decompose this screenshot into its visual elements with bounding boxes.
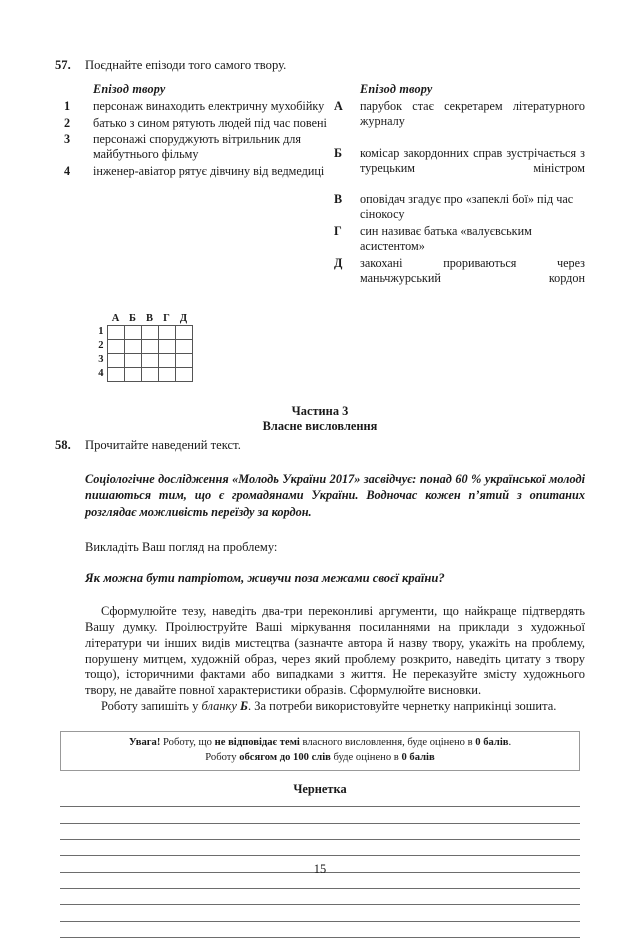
answer-cell-2h[interactable] — [158, 339, 175, 353]
essay-instructions-paragraph: Сформулюйте тезу, наведіть два-три переконливі аргументи, що найкраще підтвердять Вашу думку. Проілюструйте Ваші міркування посиланнями на приклади з художньої літератури чи інших видів мистецтва (зазначте автора й назву твору, укажіть на проблему, порушену митцем, художній образ, через який проблему розкрито, наведіть цитату з твору тощо), історичними фактами або випадками з життя. Не переказуйте змісту художнього твору, не давайте повної характеристики образів. Сформулюйте висновки. — [85, 604, 585, 698]
answer-grid-col-header: А — [111, 313, 120, 325]
option-key: Б — [334, 145, 343, 160]
part-3-title: Частина 3 — [291, 403, 349, 418]
submission-text-start: Роботу запишіть у — [101, 698, 202, 713]
answer-grid-col-header: Д — [179, 313, 188, 325]
answer-cell-1a[interactable] — [107, 325, 124, 339]
list-item[interactable] — [330, 146, 585, 191]
warning-text-2: власного висловлення, буде оцінено в — [299, 736, 476, 748]
option-key: А — [334, 99, 343, 113]
answer-cell-2a[interactable] — [107, 339, 124, 353]
answer-grid-header-row — [93, 312, 192, 325]
option-text: інженер-авіатор рятує дівчину від ведмедиці — [93, 163, 325, 178]
list-item[interactable] — [55, 164, 330, 179]
warning-text-1: Роботу, що — [160, 736, 215, 748]
draft-rule-line[interactable] — [60, 839, 580, 840]
list-item[interactable] — [55, 132, 330, 162]
part-3-header — [55, 404, 585, 434]
table-row — [93, 367, 192, 381]
answer-grid-col-header: Г — [163, 313, 170, 325]
answer-grid-row-header: 2 — [98, 340, 104, 352]
answer-cell-3h[interactable] — [158, 353, 175, 367]
list-item[interactable] — [330, 192, 585, 222]
option-text: закохані прориваються через маньчжурський кордон — [360, 255, 585, 285]
form-name-italic: бланку — [201, 698, 241, 713]
task-57-number: 57. — [55, 58, 71, 72]
draft-rule-line[interactable] — [60, 921, 580, 922]
answer-grid-corner — [93, 312, 107, 325]
form-letter-bold: Б — [240, 698, 248, 713]
submission-text-end: . За потреби використовуйте чернетку наприкінці зошита. — [248, 698, 557, 713]
answer-grid[interactable] — [93, 312, 193, 382]
task-57 — [55, 58, 585, 73]
task-58 — [55, 438, 585, 453]
answer-cell-4d[interactable] — [175, 367, 192, 381]
task-57-instruction: Поєднайте епізоди того самого твору. — [85, 58, 287, 72]
answer-grid-row-header: 3 — [98, 354, 104, 366]
matching-left-column — [55, 82, 330, 302]
option-text: комісар закордонних справ зустрічається з турецьким міністром — [360, 145, 585, 175]
task-58-instruction: Прочитайте наведений текст. — [85, 438, 241, 453]
warning-emphasis-score-1: 0 балів — [475, 736, 509, 748]
answer-cell-4a[interactable] — [107, 367, 124, 381]
option-key: 1 — [63, 99, 71, 113]
answer-cell-3a[interactable] — [107, 353, 124, 367]
option-key: Д — [334, 255, 343, 270]
answer-grid-row-header: 4 — [98, 368, 104, 380]
option-text: персонаж винаходить електричну мухобійку — [93, 99, 325, 113]
essay-submission-paragraph — [85, 699, 585, 715]
answer-cell-3b[interactable] — [124, 353, 141, 367]
option-text: син називає батька «валуєвським асистентом» — [360, 224, 532, 254]
table-row — [93, 353, 192, 367]
essay-question: Як можна бути патріотом, живучи поза межами своєї країни? — [85, 571, 445, 586]
option-key: 2 — [63, 115, 71, 130]
option-key: В — [334, 192, 343, 207]
answer-cell-1v[interactable] — [141, 325, 158, 339]
warning-box — [60, 731, 580, 772]
list-item[interactable] — [330, 256, 585, 301]
answer-cell-1h[interactable] — [158, 325, 175, 339]
warning-emphasis-length: обсягом до 100 слів — [239, 751, 331, 763]
draft-rule-line[interactable] — [60, 823, 580, 824]
answer-cell-3d[interactable] — [175, 353, 192, 367]
page-number: 15 — [313, 862, 327, 876]
task-58-number: 58. — [55, 438, 71, 453]
answer-cell-1b[interactable] — [124, 325, 141, 339]
answer-cell-2v[interactable] — [141, 339, 158, 353]
answer-cell-2b[interactable] — [124, 339, 141, 353]
list-item[interactable] — [330, 99, 585, 144]
warning-emphasis-score-2: 0 балів — [401, 751, 435, 763]
draft-rule-line[interactable] — [60, 888, 580, 889]
warning-line-1 — [69, 736, 571, 751]
answer-grid-col-header: Б — [129, 313, 136, 325]
answer-grid-col-header: В — [145, 313, 153, 325]
left-column-heading: Епізод твору — [93, 82, 166, 96]
option-key: 4 — [63, 163, 71, 178]
matching-columns — [55, 82, 585, 302]
option-key: Г — [334, 224, 342, 238]
answer-cell-2d[interactable] — [175, 339, 192, 353]
answer-cell-4v[interactable] — [141, 367, 158, 381]
draft-section-title: Чернетка — [293, 782, 347, 797]
answer-cell-4b[interactable] — [124, 367, 141, 381]
answer-cell-1d[interactable] — [175, 325, 192, 339]
answer-grid-wrapper — [93, 312, 585, 382]
source-quote: Соціологічне дослідження «Молодь України 2017» засвідчує: понад 60 % української молоді пишаються тим, що є громадянами України. Водночас кожен п’ятий з опитаних розглядає можливість переїзду за кордон. — [85, 472, 585, 519]
list-item[interactable] — [55, 99, 330, 114]
answer-cell-3v[interactable] — [141, 353, 158, 367]
option-text: персонажі споруджують вітрильник для майбутнього фільму — [93, 132, 301, 162]
right-column-heading: Епізод твору — [360, 82, 433, 96]
answer-cell-4h[interactable] — [158, 367, 175, 381]
option-text: батько з сином рятують людей під час повені — [93, 115, 327, 130]
list-item[interactable] — [55, 116, 330, 131]
warning-text-4: Роботу — [205, 751, 240, 763]
table-row — [93, 339, 192, 353]
table-row — [93, 325, 192, 339]
list-item[interactable] — [330, 224, 585, 254]
warning-label: Увага! — [128, 736, 161, 748]
warning-text-3: . — [508, 736, 512, 748]
matching-right-column — [330, 82, 585, 302]
warning-line-2 — [69, 751, 571, 766]
option-text: оповідач згадує про «запеклі бої» під час сінокосу — [360, 192, 574, 222]
option-text: парубок стає секретарем літературного журналу — [360, 99, 585, 129]
draft-rule-line[interactable] — [60, 806, 580, 807]
option-key: 3 — [63, 132, 71, 147]
warning-text-5: буде оцінено в — [330, 751, 402, 763]
part-3-subtitle: Власне висловлення — [262, 418, 378, 433]
answer-grid-row-header: 1 — [98, 326, 104, 338]
draft-rule-line[interactable] — [60, 855, 580, 856]
warning-emphasis-theme: не відповідає темі — [214, 736, 300, 748]
prompt-lead: Викладіть Ваш погляд на проблему: — [85, 540, 278, 555]
